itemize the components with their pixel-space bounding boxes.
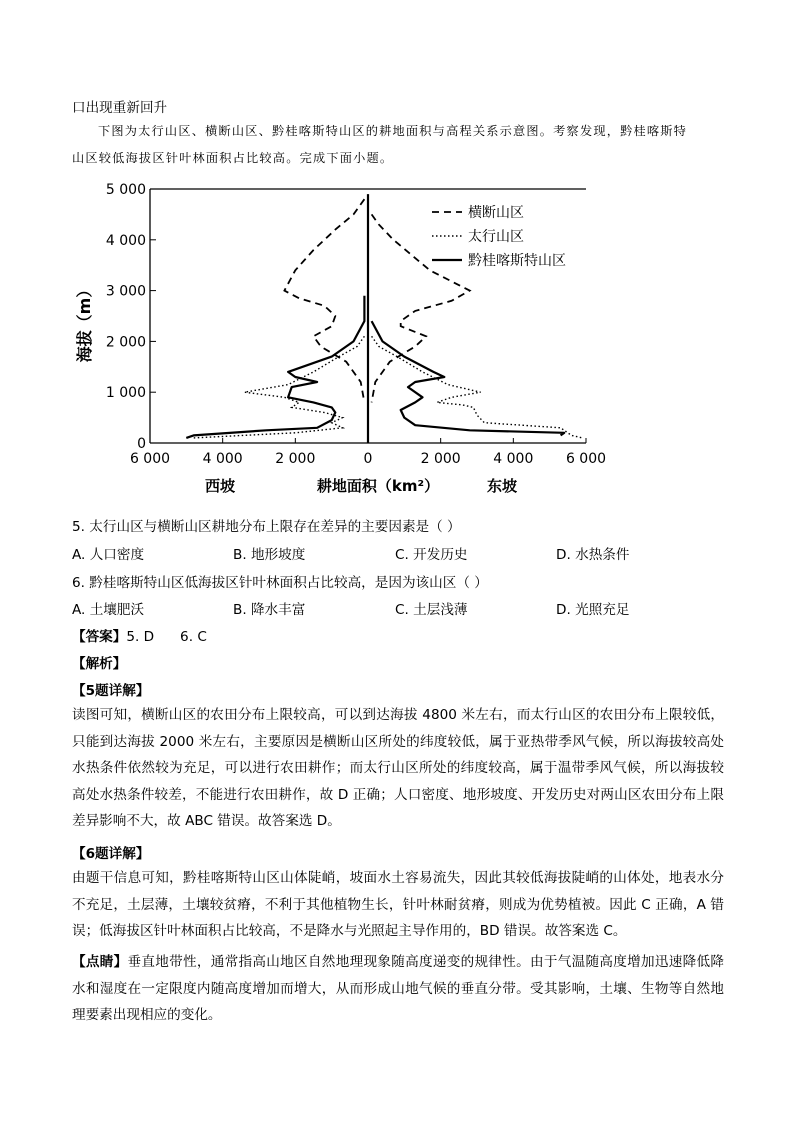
x-tick-label: 4 000	[493, 451, 534, 467]
series-2-east-line	[372, 336, 583, 438]
y-axis-label: 海拔（m）	[75, 281, 94, 363]
legend-label-2: 太行山区	[468, 229, 524, 245]
x-tick-label: 0	[363, 451, 373, 467]
y-tick-label: 3 000	[105, 283, 146, 300]
intro-line-1: 下图为太行山区、横断山区、黔桂喀斯特山区的耕地面积与高程关系示意图。考察发现，黔桂喀斯特	[98, 124, 688, 138]
series-1-west-line	[284, 199, 364, 402]
x-tick-label: 2 000	[420, 451, 461, 467]
header-fragment: 口出现重新回升	[72, 100, 168, 116]
y-tick-label: 0	[137, 436, 146, 452]
question-6-stem: 6. 黔桂喀斯特山区低海拔区针叶林面积占比较高，是因为该山区（ ）	[72, 575, 488, 591]
elevation-cropland-chart	[60, 172, 640, 502]
intro-line-2: 山区较低海拔区针叶林面积占比较高。完成下面小题。	[72, 151, 394, 165]
legend-label-3: 黔桂喀斯特山区	[468, 253, 566, 269]
q5-option-b[interactable]: B. 地形坡度	[233, 547, 306, 563]
chart-legend	[432, 204, 566, 269]
series-3-east-line	[372, 321, 565, 435]
y-tick-label: 1 000	[105, 385, 146, 402]
answer-text: 5. D 6. C	[126, 629, 207, 645]
q5-option-a[interactable]: A. 人口密度	[72, 547, 145, 563]
detail-6-text: 由题干信息可知，黔桂喀斯特山区山体陡峭，坡面水土容易流失，因此其较低海拔陡峭的山体处，地表水分不充足，土层薄，土壤较贫瘠，不利于其他植物生长，针叶林耐贫瘠，则成为优势植被。因此 C 正确，A 错误；低海拔区针叶林面积占比较高，不是降水与光照起主导作用的，BD 错误。故答案选 C。	[72, 870, 724, 939]
y-tick-label: 4 000	[105, 232, 146, 249]
tip-label: 【点睛】	[72, 954, 128, 970]
y-tick-label: 5 000	[105, 182, 146, 198]
q6-option-d[interactable]: D. 光照充足	[556, 602, 630, 618]
tip-text: 垂直地带性，通常指高山地区自然地理现象随高度递变的规律性。由于气温随高度增加迅速降低降水和湿度在一定限度内随高度增加而增大，从而形成山地气候的垂直分带。受其影响，土壤、生物等自然地理要素出现相应的变化。	[72, 954, 724, 1023]
detail-5-label: 【5题详解】	[72, 683, 150, 699]
east-slope-label: 东坡	[486, 477, 518, 495]
q6-option-a[interactable]: A. 土壤肥沃	[72, 602, 145, 618]
west-slope-label: 西坡	[204, 477, 236, 495]
answer-line	[72, 625, 207, 645]
x-tick-label: 4 000	[202, 451, 243, 467]
series-1-east-line	[372, 214, 470, 402]
chart-ticks	[106, 182, 606, 467]
q6-option-b[interactable]: B. 降水丰富	[233, 602, 306, 618]
tip-paragraph	[72, 949, 724, 1029]
answer-label: 【答案】	[72, 629, 127, 645]
series-3-west-line	[186, 296, 364, 438]
q6-option-c[interactable]: C. 土层浅薄	[395, 602, 468, 618]
legend-label-1: 横断山区	[468, 205, 524, 221]
x-tick-label: 6 000	[565, 451, 607, 467]
question-5-stem: 5. 太行山区与横断山区耕地分布上限存在差异的主要因素是（ ）	[72, 519, 461, 535]
q5-option-d[interactable]: D. 水热条件	[556, 547, 630, 563]
q5-option-c[interactable]: C. 开发历史	[395, 547, 468, 563]
x-tick-label: 6 000	[129, 451, 171, 467]
detail-6-label: 【6题详解】	[72, 846, 150, 862]
question-intro	[72, 118, 722, 172]
x-axis-label: 耕地面积（km²）	[316, 477, 440, 495]
detail-5-text: 读图可知，横断山区的农田分布上限较高，可以到达海拔 4800 米左右，而太行山区的农田分布上限较低，只能到达海拔 2000 米左右，主要原因是横断山区所处的纬度较低，属于亚热带季风气候，所以海拔较高处水热条件依然较为充足，可以进行农田耕作；而太行山区所处的纬度较高，属于温带季风气候，所以海拔较高处水热条件较差，不能进行农田耕作，故 D 正确；人口密度、地形坡度、开发历史对两山区农田分布上限差异影响不大，故 ABC 错误。故答案选 D。	[72, 707, 724, 829]
analysis-label: 【解析】	[72, 656, 127, 672]
y-tick-label: 2 000	[105, 334, 146, 351]
x-tick-label: 2 000	[275, 451, 316, 467]
